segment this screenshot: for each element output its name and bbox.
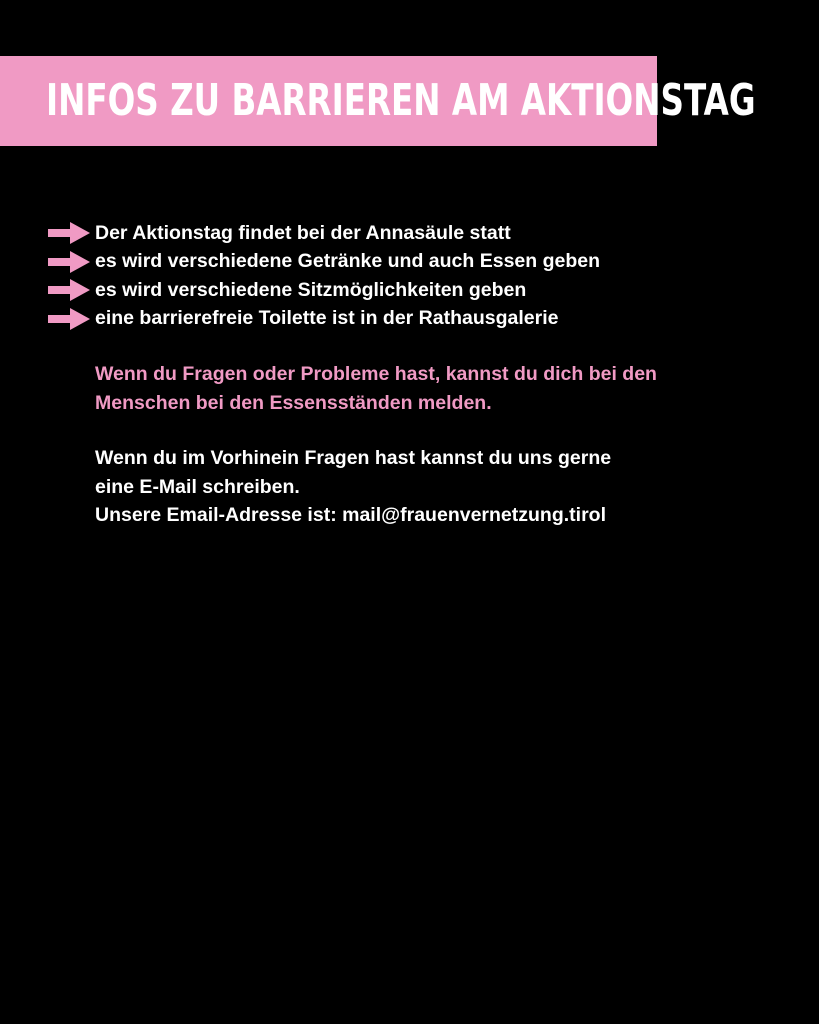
contact-line: eine E-Mail schreiben. <box>95 475 300 498</box>
list-item <box>48 276 600 305</box>
info-list <box>48 219 600 333</box>
list-item-label: Der Aktionstag findet bei der Annasäule statt <box>95 221 511 244</box>
arrow-right-icon <box>48 222 90 244</box>
arrow-right-icon <box>48 308 90 330</box>
list-item-label: es wird verschiedene Sitzmöglichkeiten geben <box>95 278 527 301</box>
list-item <box>48 305 600 334</box>
arrow-right-icon <box>48 279 90 301</box>
list-item-label: eine barrierefreie Toilette ist in der Rathausgalerie <box>95 307 559 330</box>
list-item-label: es wird verschiedene Getränke und auch Essen geben <box>95 250 601 273</box>
help-note-line: Wenn du Fragen oder Probleme hast, kannst du dich bei den <box>95 363 657 385</box>
list-item <box>48 248 600 277</box>
contact-line: Wenn du im Vorhinein Fragen hast kannst du uns gerne <box>95 447 612 469</box>
title-banner <box>0 56 756 146</box>
contact-info <box>95 444 611 530</box>
page-title: INFOS ZU BARRIEREN AM AKTIONSTAG <box>46 75 756 126</box>
help-note-line: Menschen bei den Essensständen melden. <box>95 391 492 414</box>
contact-email-line: Unsere Email-Adresse ist: mail@frauenvernetzung.tirol <box>95 504 606 526</box>
list-item <box>48 219 600 248</box>
help-note <box>95 360 657 417</box>
arrow-right-icon <box>48 251 90 273</box>
